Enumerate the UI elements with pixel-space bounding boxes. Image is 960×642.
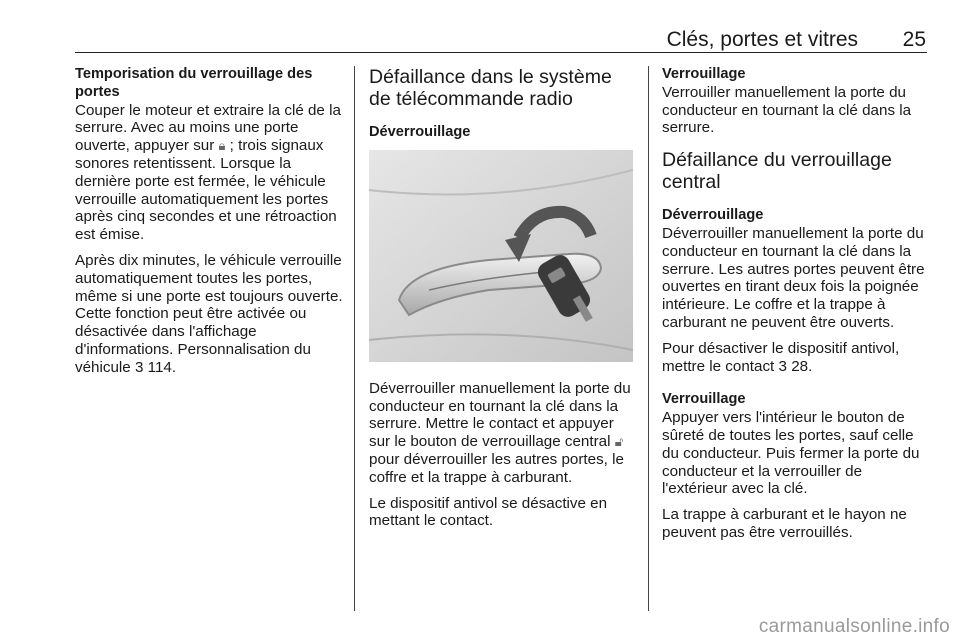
column-3 [662, 66, 928, 550]
subheading-unlock: Déverrouillage [369, 124, 471, 140]
subheading-lock: Verrouillage [662, 391, 746, 408]
page-number: 25 [902, 28, 926, 51]
paragraph: Déverrouiller manuellement la porte du conducteur en tournant la clé dans la serrure. Les autres portes peuvent être ouvertes en tirant deux fois la poignée intérieure. Le coffre et la trappe à carburant ne peuvent être ouverts. [662, 224, 925, 331]
door-handle-key-illustration [369, 150, 633, 362]
watermark: carmanualsonline.info [758, 616, 950, 637]
page-header-title: Clés, portes et vitres [666, 28, 858, 51]
paragraph [75, 102, 343, 244]
paragraph: Verrouiller manuellement la porte du conducteur en tournant la clé dans la serrure. [662, 83, 912, 137]
section-heading-lock-delay: Temporisation du verrouillage des portes [75, 66, 313, 100]
header-rule [75, 52, 927, 53]
paragraph [662, 340, 928, 376]
text: Après dix minutes, le véhicule verrouille automatiquement toutes les portes, même si une porte est toujours ouverte. Cette fonction peut être activée ou désactivée dans l'affichage d'informations. Personnalisation du véhicule [75, 251, 343, 376]
page-ref-arrow-icon: 3 [778, 357, 787, 375]
text: pour déverrouiller les autres portes, le coffre et la trappe à carburant. [369, 450, 624, 486]
column-2 [369, 66, 635, 538]
page-ref-arrow-icon: 3 [134, 358, 144, 376]
paragraph [369, 380, 635, 487]
text: Pour désactiver le dispositif antivol, mettre le contact [662, 339, 900, 375]
subheading-unlock: Déverrouillage [662, 207, 764, 224]
column-divider-2 [648, 66, 649, 611]
page-ref-link[interactable]: 28 [791, 357, 809, 375]
text: Déverrouiller manuellement la porte du conducteur en tournant la clé dans la serrure. Mettre le contact et appuyer sur le bouton de verrouillage central [369, 379, 631, 451]
page-ref-link[interactable]: 114 [147, 358, 172, 376]
section-heading-remote-failure: Défaillance dans le système de télécommande radio [369, 66, 612, 110]
lock-button-icon: 🔒︎ [218, 138, 226, 154]
section-heading-central-lock-failure: Défaillance du verrouillage central [662, 149, 892, 194]
paragraph: Le dispositif antivol se désactive en mettant le contact. [369, 494, 608, 530]
text: . [808, 357, 813, 375]
column-1 [75, 66, 343, 385]
text: . [171, 358, 177, 376]
column-divider-1 [354, 66, 355, 611]
paragraph: Appuyer vers l'intérieur le bouton de sûreté de toutes les portes, sauf celle du conducteur. Puis fermer la porte du conducteur et la verrouiller de l'extérieur avec la clé. [662, 409, 920, 498]
text: Couper le moteur et extraire la clé de la serrure. Avec au moins une porte ouverte, appuyer sur [75, 101, 341, 155]
central-lock-icon: 🔓︎ [614, 434, 624, 450]
paragraph: La trappe à carburant et le hayon ne peuvent pas être verrouillés. [662, 506, 907, 541]
subheading-lock: Verrouillage [662, 66, 746, 82]
paragraph [75, 252, 343, 377]
text: ; trois signaux sonores retentissent. Lorsque la dernière porte est fermée, le véhicule verrouille automatiquement les portes après cinq secondes et une rétroaction est émise. [75, 137, 337, 244]
